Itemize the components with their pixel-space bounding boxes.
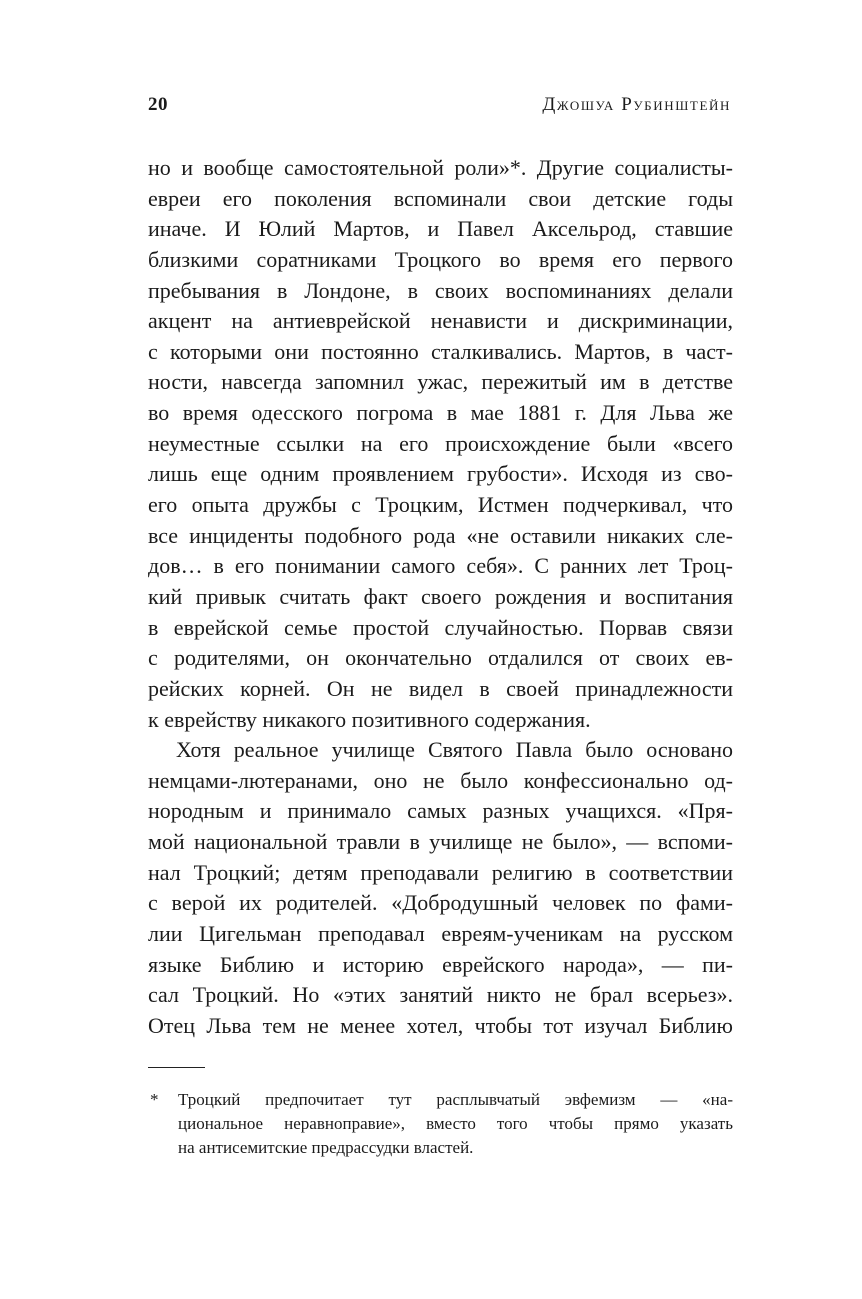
paragraph-2	[148, 735, 733, 1041]
body-line: лишь еще одним проявлением грубости». Исходя из сво-	[148, 461, 733, 487]
footnote-marker: *	[150, 1090, 159, 1109]
body-line: ности, навсегда запомнил ужас, пережитый им в детстве	[148, 369, 733, 395]
body-line: рейских корней. Он не видел в своей принадлежности	[148, 675, 733, 701]
body-line: нородным и принимало самых разных учащихся. «Пря-	[148, 798, 733, 824]
footnote-text	[178, 1088, 733, 1160]
body-line: акцент на антиеврейской ненависти и дискриминации,	[148, 308, 733, 334]
body-line: кий привык считать факт своего рождения и воспитания	[148, 583, 733, 609]
body-line: Отец Льва тем не менее хотел, чтобы тот изучал Библию	[148, 1012, 733, 1038]
body-line: его опыта дружбы с Троцким, Истмен подчеркивал, что	[148, 492, 733, 518]
body-line: языке Библию и историю еврейского народа», — пи-	[148, 951, 733, 977]
body-line: нал Троцкий; детям преподавали религию в соответствии	[148, 859, 733, 885]
body-line: евреи его поколения вспоминали свои детские годы	[148, 185, 733, 211]
page-number: 20	[148, 94, 168, 115]
footnote-line: Троцкий предпочитает тут расплывчатый эвфемизм — «на-	[178, 1090, 733, 1109]
body-line: пребывания в Лондоне, в своих воспоминаниях делали	[148, 277, 733, 303]
body-line: лии Цигельман преподавал евреям-ученикам на русском	[148, 921, 733, 947]
body-line: немцами-лютеранами, оно не было конфессионально од-	[148, 767, 733, 793]
body-line: все инциденты подобного рода «не оставили никаких сле-	[148, 522, 733, 548]
paragraph-1	[148, 153, 733, 735]
body-line: сал Троцкий. Но «этих занятий никто не брал всерьез».	[148, 982, 733, 1008]
footnote-line: на антисемитские предрассудки властей.	[178, 1138, 474, 1157]
body-line: неуместные ссылки на его происхождение были «всего	[148, 430, 733, 456]
footnote-line: циональное неравноправие», вместо того чтобы прямо указать	[178, 1114, 733, 1133]
body-line: Хотя реальное училище Святого Павла было основано	[176, 737, 733, 763]
body-line: с родителями, он окончательно отдалился от своих ев-	[148, 645, 733, 671]
body-line: иначе. И Юлий Мартов, и Павел Аксельрод, ставшие	[148, 216, 733, 242]
body-line: с которыми они постоянно сталкивались. Мартов, в част-	[148, 338, 733, 364]
body-text	[148, 153, 733, 1042]
body-line: в еврейской семье простой случайностью. Порвав связи	[148, 614, 733, 640]
body-line: к еврейству никакого позитивного содержания.	[148, 706, 591, 732]
body-line: с верой их родителей. «Добродушный человек по фами-	[148, 890, 733, 916]
body-line: но и вообще самостоятельной роли»*. Другие социалисты-	[148, 155, 733, 180]
footnote-divider	[148, 1067, 205, 1068]
body-line: дов… в его понимании самого себя». С ранних лет Троц-	[148, 553, 733, 579]
body-line: во время одесского погрома в мае 1881 г. Для Льва же	[148, 400, 733, 426]
body-line: мой национальной травли в училище не было», — вспоми-	[148, 829, 733, 855]
running-title: Джошуа Рубинштейн	[542, 94, 731, 115]
page-header	[148, 92, 733, 118]
body-line: близкими соратниками Троцкого во время его первого	[148, 246, 733, 272]
